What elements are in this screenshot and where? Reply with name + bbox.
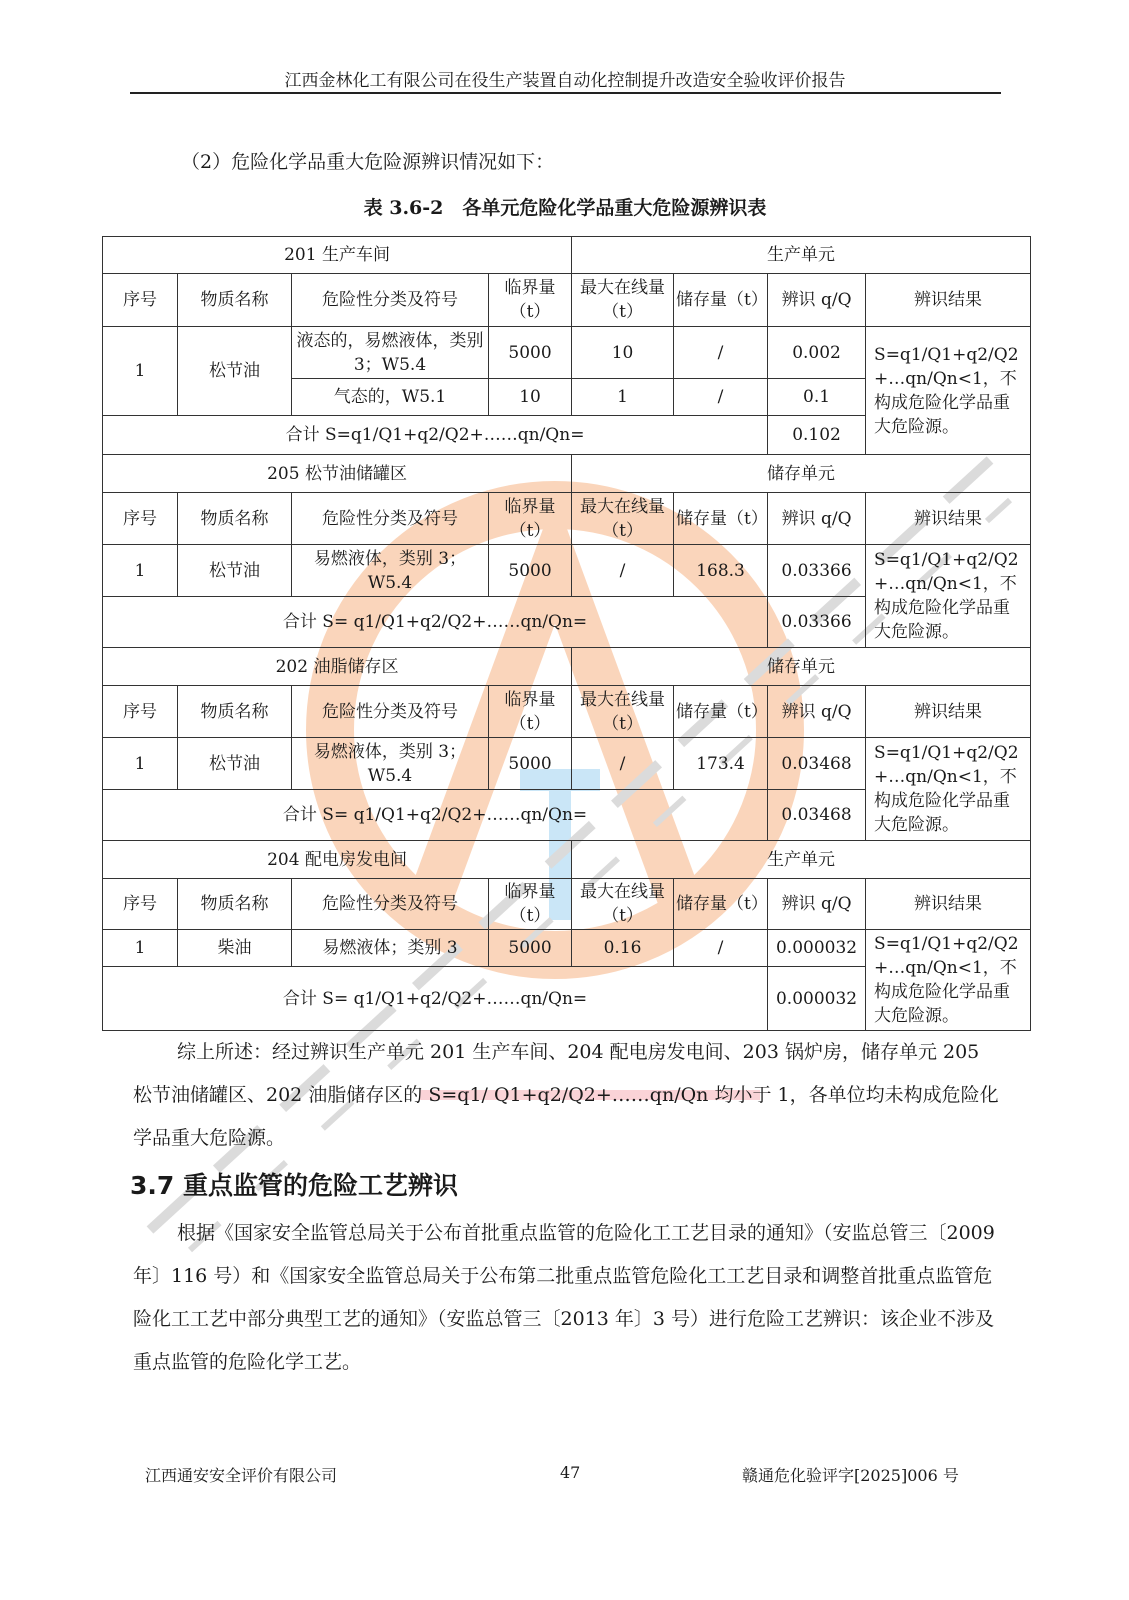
column-header: 物质名称 <box>178 879 292 930</box>
footer-company: 江西通安安全评价有限公司 <box>145 1466 338 1485</box>
table-row <box>103 738 1031 790</box>
unit-section-table <box>102 647 1031 841</box>
column-header: 临界量（t） <box>489 493 572 545</box>
section-header-row <box>103 237 1031 274</box>
ratio-cell: 0.03468 <box>768 738 866 790</box>
column-header: 辨识结果 <box>866 686 1031 738</box>
max-online-cell: / <box>572 738 674 790</box>
result-cell: S=q1/Q1+q2/Q2+…qn/Qn<1，不构成危险化学品重大危险源。 <box>866 930 1031 1031</box>
column-header: 储存量（t） <box>674 879 768 930</box>
column-header: 辨识结果 <box>866 879 1031 930</box>
column-header-row <box>103 879 1031 930</box>
storage-cell: / <box>674 379 768 416</box>
column-header: 危险性分类及符号 <box>292 686 489 738</box>
unit-type: 生产单元 <box>572 237 1031 274</box>
unit-name: 205 松节油储罐区 <box>103 455 572 493</box>
section-header-row <box>103 841 1031 879</box>
row-number: 1 <box>103 327 178 416</box>
unit-section-table <box>102 454 1031 648</box>
column-header: 危险性分类及符号 <box>292 493 489 545</box>
content-flow <box>102 236 1030 1384</box>
hazard-identification-table <box>102 236 1030 1031</box>
total-label: 合计 S= q1/Q1+q2/Q2+……qn/Qn= <box>103 597 768 648</box>
total-label: 合计 S=q1/Q1+q2/Q2+……qn/Qn= <box>103 416 768 455</box>
section-body: 根据《国家安全监管总局关于公布首批重点监管的危险化工工艺目录的通知》（安监总管三〔2009 年〕116 号）和《国家安全监管总局关于公布第二批重点监管危险化工工艺目录和调整首批重点监管危险化工工艺中部分典型工艺的通知》（安监总管三〔2013 年〕3 号）进行危险工艺辨识：该企业不涉及重点监管的危险化学工艺。 <box>133 1222 995 1373</box>
critical-cell: 5000 <box>489 545 572 597</box>
column-header: 储存量（t） <box>674 493 768 545</box>
unit-type: 生产单元 <box>572 841 1031 879</box>
unit-section-table <box>102 236 1031 455</box>
section-heading: 3.7 重点监管的危险工艺辨识 <box>130 1171 458 1200</box>
column-header-row <box>103 274 1031 327</box>
column-header: 辨识 q/Q <box>768 686 866 738</box>
table-caption: 表 3.6-2 各单元危险化学品重大危险源辨识表 <box>363 197 767 219</box>
total-value: 0.102 <box>768 416 866 455</box>
column-header: 序号 <box>103 686 178 738</box>
column-header: 最大在线量（t） <box>572 274 674 327</box>
row-number: 1 <box>103 930 178 967</box>
intro-text: （2）危险化学品重大危险源辨识情况如下： <box>181 151 555 173</box>
row-number: 1 <box>103 738 178 790</box>
column-header: 辨识 q/Q <box>768 493 866 545</box>
result-cell: S=q1/Q1+q2/Q2+…qn/Qn<1，不构成危险化学品重大危险源。 <box>866 545 1031 648</box>
substance-name: 松节油 <box>178 738 292 790</box>
storage-cell: 168.3 <box>674 545 768 597</box>
unit-type: 储存单元 <box>572 648 1031 686</box>
column-header: 物质名称 <box>178 274 292 327</box>
storage-cell: / <box>674 327 768 379</box>
ratio-cell: 0.1 <box>768 379 866 416</box>
column-header: 最大在线量（t） <box>572 879 674 930</box>
unit-name: 202 油脂储存区 <box>103 648 572 686</box>
critical-cell: 10 <box>489 379 572 416</box>
table-row <box>103 545 1031 597</box>
column-header: 序号 <box>103 879 178 930</box>
column-header-row <box>103 493 1031 545</box>
summary-text: 综上所述：经过辨识生产单元 201 生产车间、204 配电房发电间、203 锅炉房，储存单元 205 松节油储罐区、202 油脂储存区的 S=q1/ Q1+q2/Q2+……qn/Qn 均小于 1，各单位均未构成危险化学品重大危险源。 <box>133 1041 999 1149</box>
column-header: 临界量（t） <box>489 274 572 327</box>
max-online-cell: / <box>572 545 674 597</box>
hazard-cell: 气态的，W5.1 <box>292 379 489 416</box>
footer-doc-number: 赣通危化验评字[2025]006 号 <box>742 1466 959 1485</box>
substance-name: 柴油 <box>178 930 292 967</box>
column-header-row <box>103 686 1031 738</box>
column-header: 序号 <box>103 493 178 545</box>
column-header: 储存量（t） <box>674 686 768 738</box>
table-row <box>103 930 1031 967</box>
section-header-row <box>103 455 1031 493</box>
column-header: 辨识结果 <box>866 274 1031 327</box>
total-value: 0.000032 <box>768 967 866 1031</box>
column-header: 储存量（t） <box>674 274 768 327</box>
max-online-cell: 10 <box>572 327 674 379</box>
page-header: 江西金林化工有限公司在役生产装置自动化控制提升改造安全验收评价报告 <box>284 71 846 91</box>
column-header: 物质名称 <box>178 493 292 545</box>
row-number: 1 <box>103 545 178 597</box>
unit-type: 储存单元 <box>572 455 1031 493</box>
result-cell: S=q1/Q1+q2/Q2+…qn/Qn<1，不构成危险化学品重大危险源。 <box>866 738 1031 841</box>
ratio-cell: 0.002 <box>768 327 866 379</box>
unit-name: 204 配电房发电间 <box>103 841 572 879</box>
total-label: 合计 S= q1/Q1+q2/Q2+……qn/Qn= <box>103 790 768 841</box>
column-header: 危险性分类及符号 <box>292 274 489 327</box>
header-rule <box>130 92 1001 94</box>
section-header-row <box>103 648 1031 686</box>
unit-section-table <box>102 840 1031 1031</box>
column-header: 最大在线量（t） <box>572 686 674 738</box>
hazard-cell: 易燃液体，类别 3；W5.4 <box>292 545 489 597</box>
ratio-cell: 0.03366 <box>768 545 866 597</box>
column-header: 序号 <box>103 274 178 327</box>
column-header: 临界量（t） <box>489 879 572 930</box>
substance-name: 松节油 <box>178 545 292 597</box>
column-header: 辨识结果 <box>866 493 1031 545</box>
storage-cell: 173.4 <box>674 738 768 790</box>
result-cell: S=q1/Q1+q2/Q2+…qn/Qn<1，不构成危险化学品重大危险源。 <box>866 327 1031 455</box>
ratio-cell: 0.000032 <box>768 930 866 967</box>
column-header: 危险性分类及符号 <box>292 879 489 930</box>
max-online-cell: 1 <box>572 379 674 416</box>
hazard-cell: 易燃液体；类别 3 <box>292 930 489 967</box>
column-header: 辨识 q/Q <box>768 274 866 327</box>
column-header: 最大在线量（t） <box>572 493 674 545</box>
substance-name: 松节油 <box>178 327 292 416</box>
total-label: 合计 S= q1/Q1+q2/Q2+……qn/Qn= <box>103 967 768 1031</box>
column-header: 物质名称 <box>178 686 292 738</box>
critical-cell: 5000 <box>489 930 572 967</box>
hazard-cell: 易燃液体，类别 3；W5.4 <box>292 738 489 790</box>
total-value: 0.03468 <box>768 790 866 841</box>
column-header: 临界量（t） <box>489 686 572 738</box>
max-online-cell: 0.16 <box>572 930 674 967</box>
critical-cell: 5000 <box>489 738 572 790</box>
footer-page-number: 47 <box>560 1463 581 1482</box>
column-header: 辨识 q/Q <box>768 879 866 930</box>
critical-cell: 5000 <box>489 327 572 379</box>
storage-cell: / <box>674 930 768 967</box>
total-value: 0.03366 <box>768 597 866 648</box>
unit-name: 201 生产车间 <box>103 237 572 274</box>
hazard-cell: 液态的，易燃液体，类别 3；W5.4 <box>292 327 489 379</box>
table-row <box>103 327 1031 379</box>
